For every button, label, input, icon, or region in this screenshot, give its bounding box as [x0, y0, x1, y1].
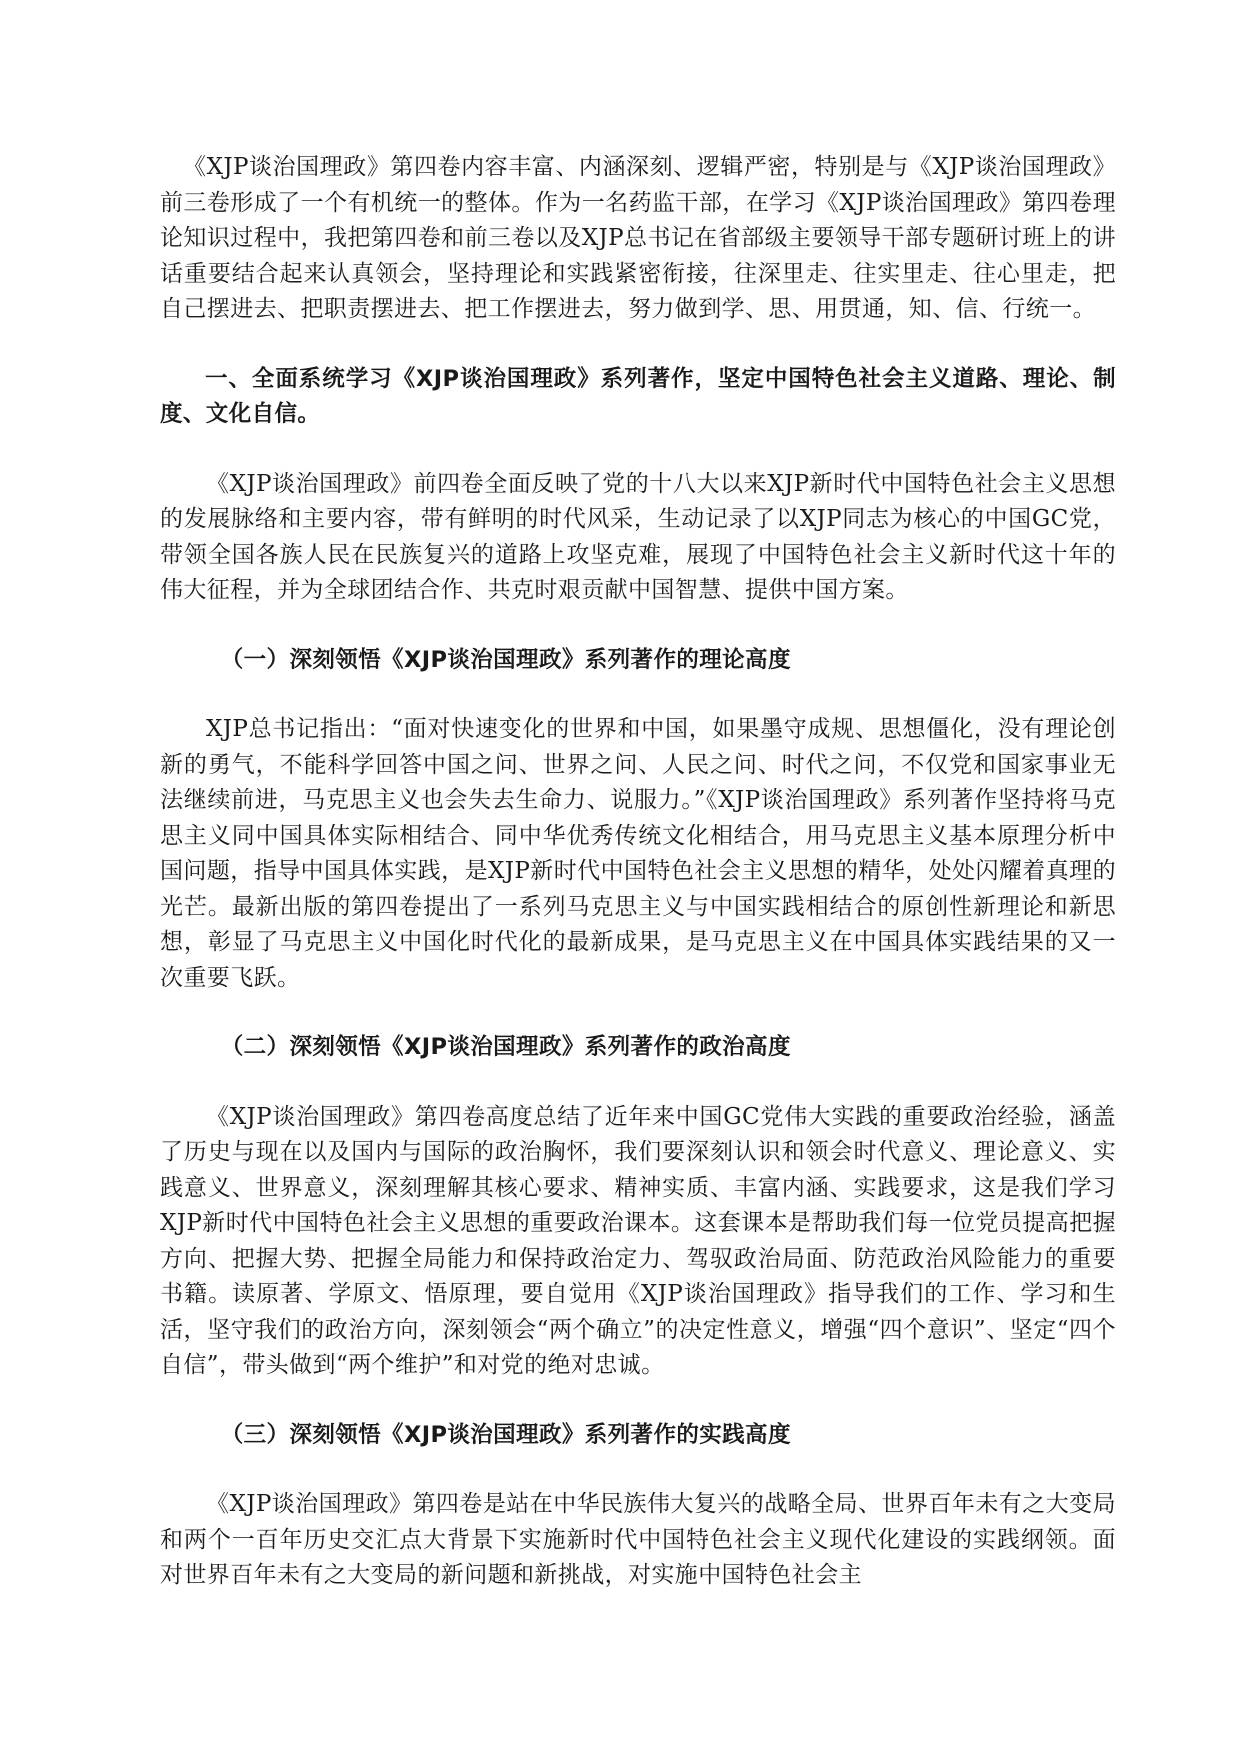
subsection-1-heading: （一）深刻领悟《XJP谈治国理政》系列著作的理论高度: [220, 646, 791, 673]
subsection-2-heading: （二）深刻领悟《XJP谈治国理政》系列著作的政治高度: [220, 1034, 791, 1060]
subsection-3-paragraph: 《XJP谈治国理政》第四卷是站在中华民族伟大复兴的战略全局、世界百年未有之大变局和两个一百年历史交汇点大背景下实施新时代中国特色社会主义现代化建设的实践纲领。面对世界百年未有之大变局的新问题和新挑战，对实施中国特色社会主: [160, 1491, 1116, 1588]
section-1-paragraph: 《XJP谈治国理政》前四卷全面反映了党的十八大以来XJP新时代中国特色社会主义思想的发展脉络和主要内容，带有鲜明的时代风采，生动记录了以XJP同志为核心的中国GC党，带领全国各族人民在民族复兴的道路上攻坚克难，展现了中国特色社会主义新时代这十年的伟大征程，并为全球团结合作、共克时艰贡献中国智慧、提供中国方案。: [160, 470, 1116, 603]
subsection-3-heading: （三）深刻领悟《XJP谈治国理政》系列著作的实践高度: [220, 1421, 791, 1448]
section-1-heading: 一、全面系统学习《XJP谈治国理政》系列著作，坚定中国特色社会主义道路、理论、制度、文化自信。: [160, 365, 1116, 427]
subsection-2-paragraph: 《XJP谈治国理政》第四卷高度总结了近年来中国GC党伟大实践的重要政治经验，涵盖了历史与现在以及国内与国际的政治胸怀，我们要深刻认识和领会时代意义、理论意义、实践意义、世界意义，深刻理解其核心要求、精神实质、丰富内涵、实践要求，这是我们学习XJP新时代中国特色社会主义思想的重要政治课本。这套课本是帮助我们每一位党员提高把握方向、把握大势、把握全局能力和保持政治定力、驾驭政治局面、防范政治风险能力的重要书籍。读原著、学原文、悟原理，要自觉用《XJP谈治国理政》指导我们的工作、学习和生活，坚守我们的政治方向，深刻领会“两个确立”的决定性意义，增强“四个意识”、坚定“四个自信”，带头做到“两个维护”和对党的绝对忠诚。: [160, 1103, 1116, 1378]
intro-paragraph: 《XJP谈治国理政》第四卷内容丰富、内涵深刻、逻辑严密，特别是与《XJP谈治国理政》前三卷形成了一个有机统一的整体。作为一名药监干部，在学习《XJP谈治国理政》第四卷理论知识过程中，我把第四卷和前三卷以及XJP总书记在省部级主要领导干部专题研讨班上的讲话重要结合起来认真领会，坚持理论和实践紧密衔接，往深里走、往实里走、往心里走，把自己摆进去、把职责摆进去、把工作摆进去，努力做到学、思、用贯通，知、信、行统一。: [160, 154, 1116, 322]
subsection-1-paragraph: XJP总书记指出：“面对快速变化的世界和中国，如果墨守成规、思想僵化，没有理论创新的勇气，不能科学回答中国之问、世界之问、人民之问、时代之问，不仅党和国家事业无法继续前进，马克思主义也会失去生命力、说服力。”《XJP谈治国理政》系列著作坚持将马克思主义同中国具体实际相结合、同中华优秀传统文化相结合，用马克思主义基本原理分析中国问题，指导中国具体实践，是XJP新时代中国特色社会主义思想的精华，处处闪耀着真理的光芒。最新出版的第四卷提出了一系列马克思主义与中国实践相结合的原创性新理论和新思想，彰显了马克思主义中国化时代化的最新成果，是马克思主义在中国具体实践结果的又一次重要飞跃。: [160, 716, 1116, 991]
document-page: [160, 150, 1116, 1628]
